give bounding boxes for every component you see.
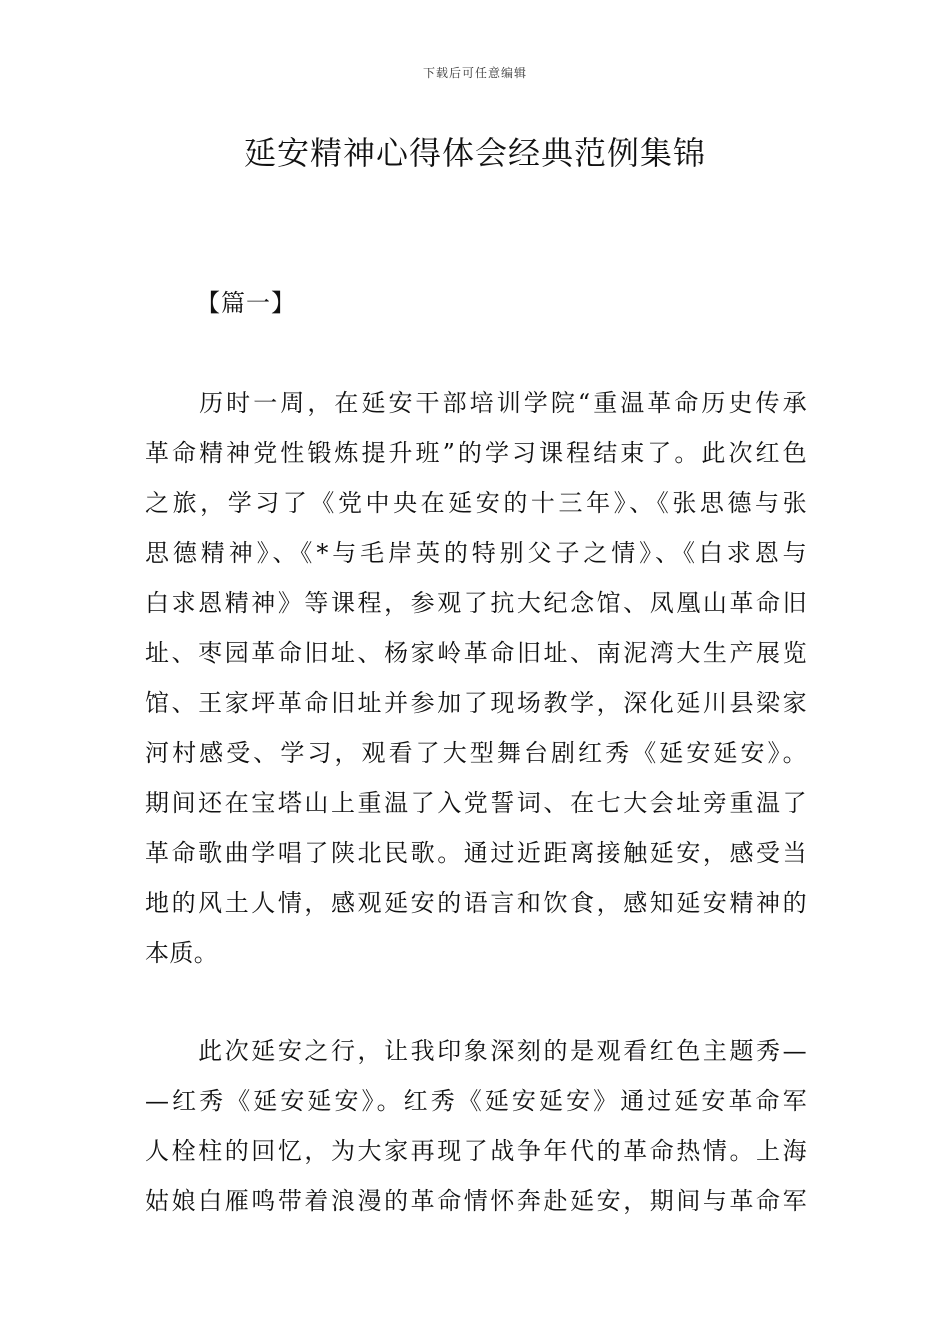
- text-line: —红秀《延安延安》。红秀《延安延安》通过延安革命军: [145, 1087, 807, 1115]
- text-line: 革命歌曲学唱了陕北民歌。通过近距离接触延安，感受当: [145, 839, 807, 867]
- text-line: 期间还在宝塔山上重温了入党誓词、在七大会址旁重温了: [145, 789, 807, 817]
- paragraph-1: [145, 378, 807, 978]
- text-line: 姑娘白雁鸣带着浪漫的革命情怀奔赴延安，期间与革命军: [145, 1187, 807, 1215]
- text-line: 河村感受、学习，观看了大型舞台剧红秀《延安延安》。: [145, 739, 807, 767]
- text-line: 革命精神党性锻炼提升班”的学习课程结束了。此次红色: [145, 439, 807, 467]
- section-label: 【篇一】: [196, 289, 296, 317]
- document-title: 延安精神心得体会经典范例集锦: [243, 134, 706, 172]
- text-line: 此次延安之行，让我印象深刻的是观看红色主题秀—: [145, 1037, 807, 1065]
- text-line: 馆、王家坪革命旧址并参加了现场教学，深化延川县梁家: [145, 689, 807, 717]
- text-line: 本质。: [145, 939, 219, 967]
- text-line: 思德精神》、《*与毛岸英的特别父子之情》、《白求恩与: [145, 539, 807, 567]
- text-line: 址、枣园革命旧址、杨家岭革命旧址、南泥湾大生产展览: [145, 639, 807, 667]
- text-line: 人栓柱的回忆，为大家再现了战争年代的革命热情。上海: [145, 1137, 807, 1165]
- text-line: 之旅，学习了《党中央在延安的十三年》、《张思德与张: [145, 489, 807, 517]
- text-line: 地的风土人情，感观延安的语言和饮食，感知延安精神的: [145, 889, 807, 917]
- text-line: 白求恩精神》等课程，参观了抗大纪念馆、凤凰山革命旧: [145, 589, 807, 617]
- header-note: 下载后可任意编辑: [422, 66, 527, 80]
- paragraph-2: [145, 1026, 807, 1226]
- text-line: 历时一周，在延安干部培训学院“重温革命历史传承: [145, 389, 807, 417]
